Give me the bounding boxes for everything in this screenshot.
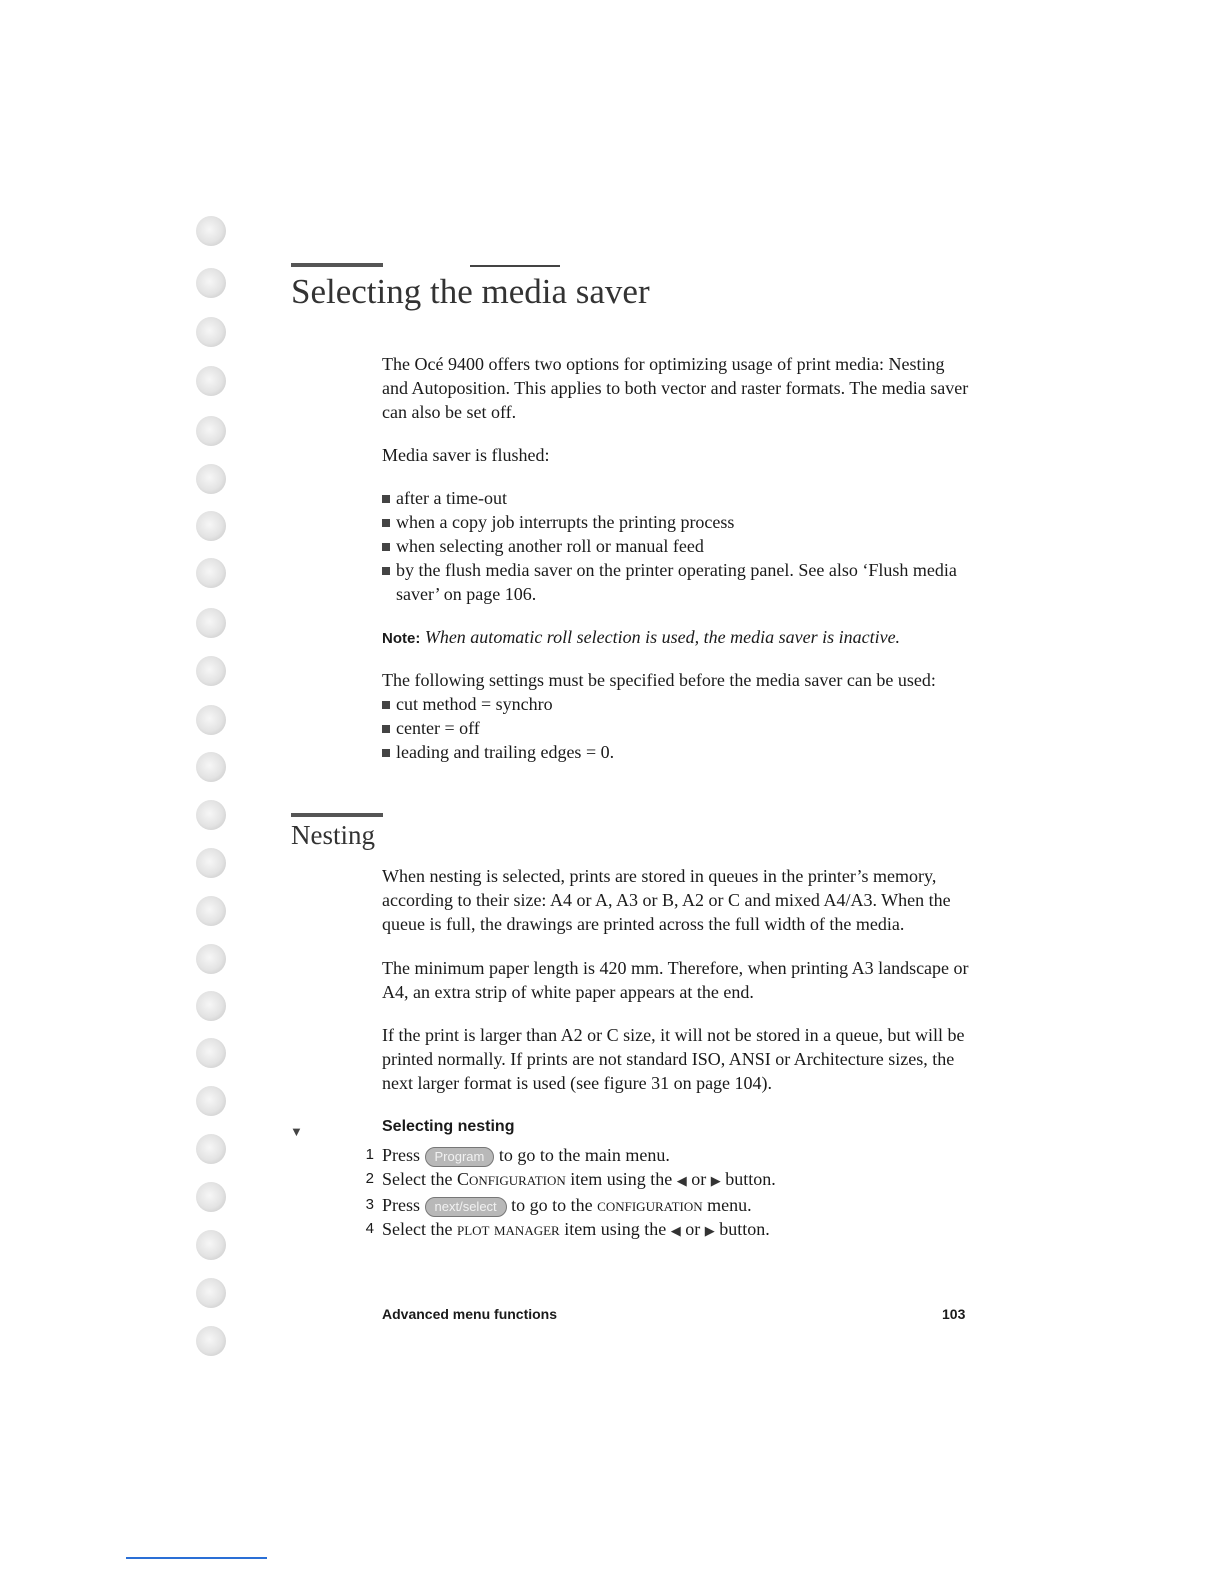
step-text: or	[685, 1219, 701, 1239]
paragraph: When nesting is selected, prints are stored in queues in the printer’s memory, according to their size: A4 or A, A3 or B, A2 or C and mixed A4/A3. When the queue is full, the drawings are printed across the full width of the media.	[382, 866, 951, 934]
paragraph: The minimum paper length is 420 mm. Therefore, when printing A3 landscape or A4, an extra strip of white paper appears at the end.	[382, 958, 969, 1002]
menu-item-name: Configuration	[456, 1169, 566, 1189]
binder-hole-icon	[196, 1086, 226, 1116]
step-text: button.	[719, 1219, 770, 1239]
step-text: Select the	[382, 1169, 453, 1189]
binder-hole-icon	[196, 1038, 226, 1068]
procedure-title: Selecting nesting	[382, 1118, 515, 1135]
binder-holes	[196, 216, 236, 1366]
note-block	[382, 625, 972, 651]
step-number: 2	[365, 1170, 374, 1187]
procedure-marker-icon: ▼	[290, 1124, 303, 1139]
step-text: item using the	[564, 1219, 667, 1239]
binder-hole-icon	[196, 752, 226, 782]
list-item: when selecting another roll or manual feed	[382, 534, 972, 558]
step-4	[360, 1217, 980, 1243]
menu-item-name: configuration	[597, 1195, 703, 1215]
list-item: when a copy job interrupts the printing process	[382, 510, 972, 534]
intro-paragraph: The Océ 9400 offers two options for optimizing usage of print media: Nesting and Autoposition. This applies to both vector and raster formats. The media saver can also be set off.	[382, 354, 969, 422]
nesting-para-3	[382, 1023, 972, 1095]
step-text: Press	[382, 1195, 421, 1215]
binder-hole-icon	[196, 944, 226, 974]
binder-hole-icon	[196, 1278, 226, 1308]
binder-hole-icon	[196, 216, 226, 246]
binder-hole-icon	[196, 896, 226, 926]
list-item: after a time-out	[382, 486, 972, 510]
binder-hole-icon	[196, 1230, 226, 1260]
step-text: button.	[725, 1169, 776, 1189]
note	[382, 625, 972, 651]
step-3	[360, 1193, 980, 1217]
binder-hole-icon	[196, 317, 226, 347]
binder-hole-icon	[196, 991, 226, 1021]
footer-section-title: Advanced menu functions	[382, 1306, 558, 1322]
note-text: When automatic roll selection is used, the media saver is inactive.	[424, 627, 901, 647]
step-1	[360, 1143, 980, 1167]
page-number: 103	[942, 1306, 966, 1322]
binder-hole-icon	[196, 416, 226, 446]
step-text: menu.	[707, 1195, 752, 1215]
step-text: to go to the	[511, 1195, 593, 1215]
menu-item-name: plot manager	[456, 1219, 560, 1239]
paragraph: If the print is larger than A2 or C size, it will not be stored in a queue, but will be printed normally. If prints are not standard ISO, ANSI or Architecture sizes, the next larger format is used (see figure 31 on page 104).	[382, 1025, 965, 1093]
flush-list	[382, 486, 972, 606]
step-text: to go to the main menu.	[498, 1145, 670, 1165]
list-item: leading and trailing edges = 0.	[382, 740, 972, 764]
left-arrow-icon: ◀	[676, 1173, 687, 1188]
step-text: Select the	[382, 1219, 453, 1239]
step-number: 3	[365, 1196, 374, 1213]
binder-hole-icon	[196, 656, 226, 686]
right-arrow-icon: ▶	[704, 1223, 715, 1238]
procedure-steps	[360, 1143, 980, 1243]
right-arrow-icon: ▶	[710, 1173, 721, 1188]
flushed-heading: Media saver is flushed:	[382, 445, 550, 465]
binder-hole-icon	[196, 511, 226, 541]
intro-block	[382, 352, 972, 424]
step-text: or	[691, 1169, 707, 1189]
step-text: item using the	[570, 1169, 673, 1189]
step-number: 4	[365, 1220, 374, 1237]
step-text: Press	[382, 1145, 421, 1165]
page-title: Selecting the media saver	[291, 272, 650, 311]
list-item: by the flush media saver on the printer operating panel. See also ‘Flush media saver’ on page 106.	[382, 558, 972, 606]
program-button: Program	[425, 1147, 495, 1167]
settings-block	[382, 668, 972, 764]
binder-hole-icon	[196, 848, 226, 878]
nesting-para-1	[382, 864, 972, 936]
title-rule-left	[291, 263, 383, 267]
scan-edge-line	[126, 1557, 267, 1559]
binder-hole-icon	[196, 705, 226, 735]
settings-heading: The following settings must be specified before the media saver can be used:	[382, 670, 936, 690]
binder-hole-icon	[196, 268, 226, 298]
next-select-button: next/select	[425, 1197, 507, 1217]
nesting-para-2	[382, 956, 972, 1004]
binder-hole-icon	[196, 366, 226, 396]
section-rule	[291, 813, 383, 817]
binder-hole-icon	[196, 464, 226, 494]
list-item: cut method = synchro	[382, 692, 972, 716]
binder-hole-icon	[196, 1182, 226, 1212]
section-title-nesting: Nesting	[291, 820, 375, 850]
binder-hole-icon	[196, 608, 226, 638]
left-arrow-icon: ◀	[670, 1223, 681, 1238]
step-number: 1	[365, 1146, 374, 1163]
binder-hole-icon	[196, 800, 226, 830]
binder-hole-icon	[196, 558, 226, 588]
flushed-block	[382, 443, 972, 467]
step-2	[360, 1167, 980, 1193]
title-rule-right	[470, 265, 560, 267]
binder-hole-icon	[196, 1134, 226, 1164]
note-label: Note:	[382, 630, 421, 647]
list-item: center = off	[382, 716, 972, 740]
binder-hole-icon	[196, 1326, 226, 1356]
